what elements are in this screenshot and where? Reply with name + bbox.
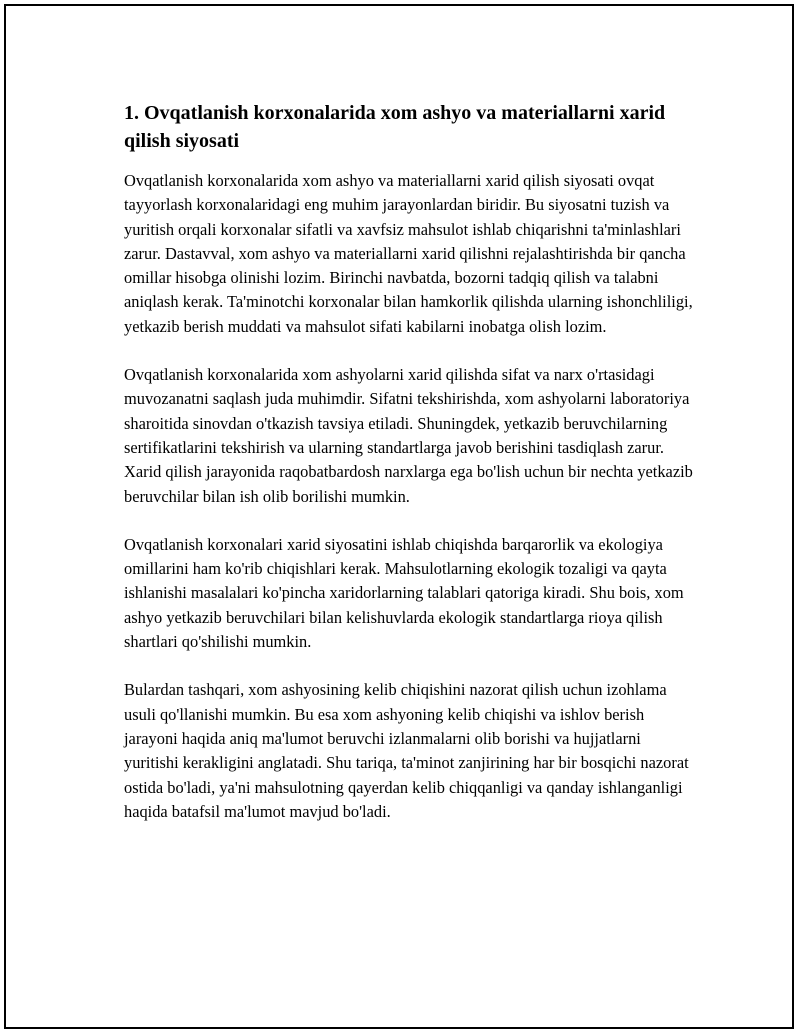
paragraph-4: Bulardan tashqari, xom ashyosining kelib chiqishini nazorat qilish uchun izohlama usuli qo'llanishi mumkin. Bu esa xom ashyoning kelib chiqishi va ishlov berish jarayoni haqida aniq ma'lumot beruvchi izlanmalarni olib borishi va hujjatlarni yuritishi kerakligini anglatadi. Shu tariqa, ta'minot zanjirining har bir bosqichi nazorat ostida bo'ladi, ya'ni mahsulotning qayerdan kelib chiqqanligi va qanday ishlanganligi haqida batafsil ma'lumot mavjud bo'ladi. bbox=[124, 680, 689, 821]
paragraph-3: Ovqatlanish korxonalari xarid siyosatini ishlab chiqishda barqarorlik va ekologiya omillarini ham ko'rib chiqishlari kerak. Mahsulotlarning ekologik tozaligi va qayta ishlanishi masalalari ko'pincha xaridorlarning talablari qatoriga kiradi. Shu bois, xom ashyo yetkazib beruvchilari bilan kelishuvlarda ekologik standartlarga rioya qilish shartlari qo'shilishi mumkin. bbox=[124, 534, 684, 652]
paragraph-2: Ovqatlanish korxonalarida xom ashyolarni xarid qilishda sifat va narx o'rtasidagi muvozanatni saqlash juda muhimdir. Sifatni tekshirishda, xom ashyolarni laboratoriya sharoitida sinovdan o'tkazish tavsiya etiladi. Shuningdek, yetkazib beruvchilarning sertifikatlarini tekshirish va ularning standartlarga javob berishini tasdiqlash zarur. Xarid qilish jarayonida raqobatbardosh narxlarga ega bo'lish uchun bir nechta yetkazib beruvchilar bilan ish olib borilishi mumkin. bbox=[124, 365, 693, 506]
section-heading: 1. Ovqatlanish korxonalarida xom ashyo va materiallarni xarid qilish siyosati bbox=[124, 102, 666, 152]
document-body bbox=[124, 99, 694, 848]
page-frame bbox=[4, 4, 794, 1029]
paragraph-1: Ovqatlanish korxonalarida xom ashyo va materiallarni xarid qilish siyosati ovqat tayyorlash korxonalaridagi eng muhim jarayonlardan biridir. Bu siyosatni tuzish va yuritish orqali korxonalar sifatli va xavfsiz mahsulot ishlab chiqarishni ta'minlashlari zarur. Dastavval, xom ashyo va materiallarni xarid qilishni rejalashtirishda bir qancha omillar hisobga olinishi lozim. Birinchi navbatda, bozorni tadqiq qilish va talabni aniqlash kerak. Ta'minotchi korxonalar bilan hamkorlik qilishda ularning ishonchliligi, yetkazib berish muddati va mahsulot sifati kabilarni inobatga olish lozim. bbox=[124, 171, 693, 336]
